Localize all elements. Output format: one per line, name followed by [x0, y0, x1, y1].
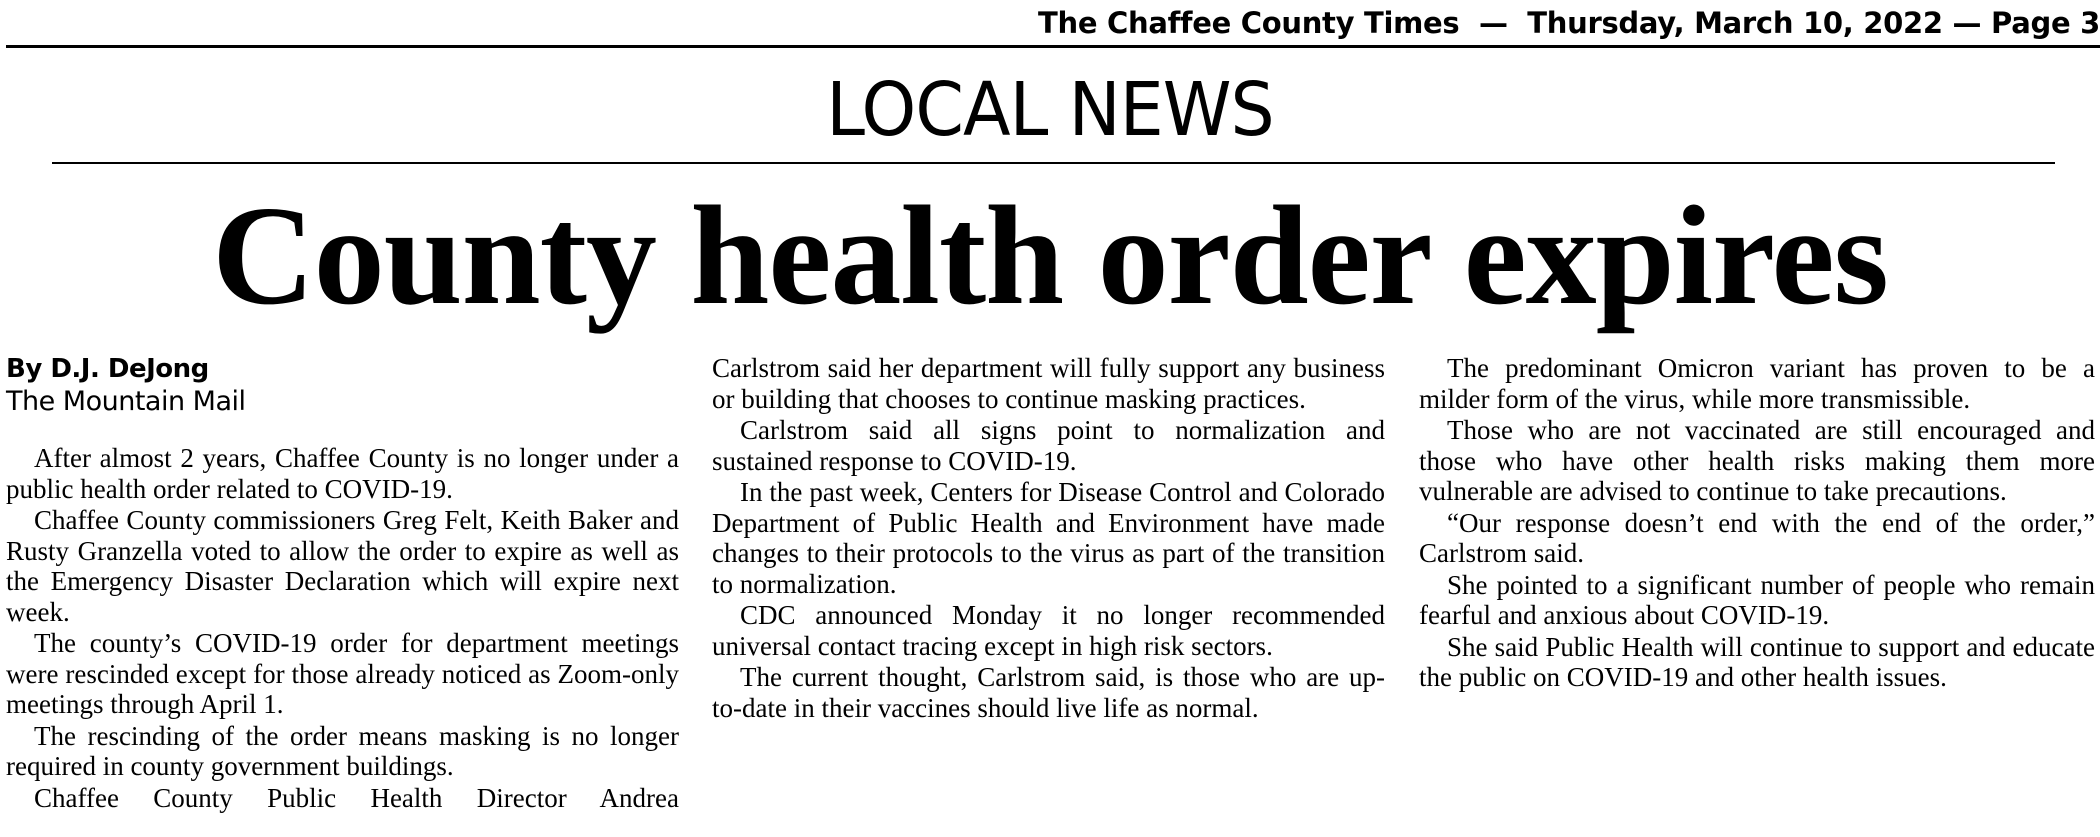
article-headline: County health order expires	[212, 176, 1888, 334]
paragraph: The county’s COVID-19 order for department meetings were rescinded except for those already noticed as Zoom-only meetings through April 1.	[6, 628, 679, 719]
paragraph: Those who are not vaccinated are still encouraged and those who have other health risks making them more vulnerable are advised to continue to take precautions.	[1419, 415, 2095, 506]
article-column-3	[1419, 353, 2095, 694]
folio-divider	[6, 45, 2100, 48]
byline-author: By D.J. DeJong	[6, 354, 209, 384]
paragraph: Chaffee County commissioners Greg Felt, Keith Baker and Rusty Granzella voted to allow the order to expire as well as the Emergency Disaster Declaration which will expire next week.	[6, 505, 679, 627]
paragraph: She said Public Health will continue to support and educate the public on COVID-19 and other health issues.	[1419, 631, 2095, 692]
paragraph: CDC announced Monday it no longer recommended universal contact tracing except in high risk sectors.	[712, 600, 1385, 661]
page-folio: The Chaffee County Times — Thursday, March 10, 2022 — Page 3	[1038, 6, 2100, 40]
paragraph: Chaffee County Public Health Director Andrea	[34, 782, 679, 813]
byline-publication: The Mountain Mail	[6, 386, 246, 417]
paragraph: Carlstrom said all signs point to normalization and sustained response to COVID-19.	[712, 415, 1385, 476]
section-divider	[52, 162, 2055, 164]
paragraph: She pointed to a significant number of people who remain fearful and anxious about COVID-19.	[1419, 569, 2095, 630]
paragraph: The predominant Omicron variant has proven to be a milder form of the virus, while more transmissible.	[1419, 353, 2095, 414]
article-column-1	[6, 353, 679, 814]
paragraph: The current thought, Carlstrom said, is those who are up-to-date in their vaccines should live life as normal.	[712, 662, 1385, 723]
paragraph: After almost 2 years, Chaffee County is no longer under a public health order related to COVID-19.	[6, 443, 679, 504]
paragraph: “Our response doesn’t end with the end of the order,” Carlstrom said.	[1419, 507, 2095, 568]
paragraph: The rescinding of the order means masking is no longer required in county government buildings.	[6, 720, 679, 781]
paragraph: Carlstrom said her department will fully support any business or building that chooses to continue masking practices.	[712, 353, 1385, 414]
article-column-2	[712, 353, 1385, 724]
paragraph: In the past week, Centers for Disease Control and Colorado Department of Public Health and Environment have made changes to their protocols to the virus as part of the transition to normalization.	[712, 477, 1385, 599]
section-title: LOCAL NEWS	[826, 67, 1274, 153]
